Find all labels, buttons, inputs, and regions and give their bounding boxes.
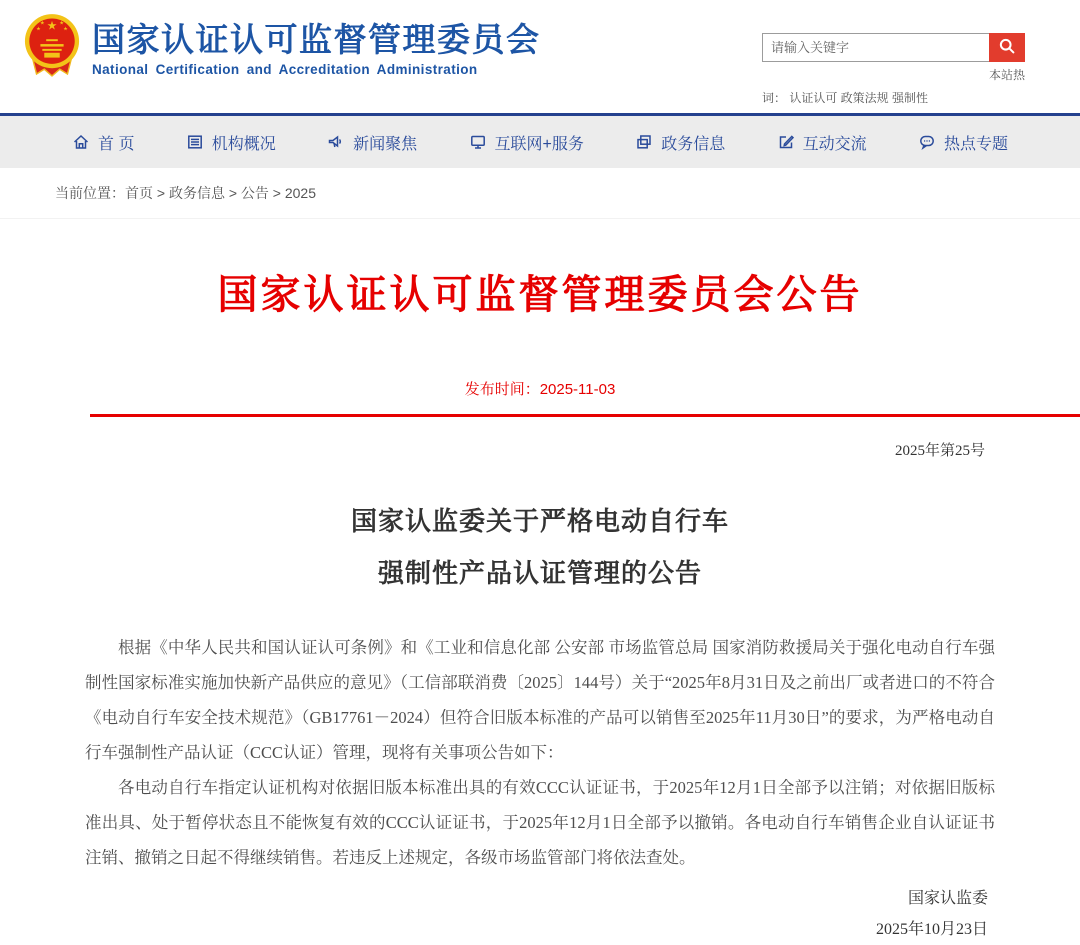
nav-item-interaction[interactable] [777, 131, 867, 154]
article-body [85, 630, 995, 875]
monitor-icon [469, 133, 487, 151]
breadcrumb-path[interactable]: 首页 > 政务信息 > 公告 > 2025 [125, 185, 317, 201]
nav-label: 新闻聚焦 [353, 135, 418, 153]
hot-words-line2[interactable]: 词： 认证认可 政策法规 强制性 [762, 91, 929, 105]
paragraph: 各电动自行车指定认证机构对依据旧版本标准出具的有效CCC认证证书，于2025年12月1日全部予以注销；对依据旧版标准出具、处于暂停状态且不能恢复有效的CCC认证证书，于2025年12月1日全部予以撤销。各电动自行车销售企业自认证证书注销、撤销之日起不得继续销售。若违反上述规定，各级市场监管部门将依法查处。 [85, 778, 995, 867]
announcement-masthead: 国家认证认可监督管理委员会公告 [217, 272, 863, 317]
chat-icon [918, 133, 936, 151]
breadcrumb [0, 168, 1080, 219]
signature-block [0, 883, 988, 945]
nav-label: 机构概况 [211, 135, 276, 153]
megaphone-icon [327, 133, 345, 151]
national-emblem-logo[interactable] [23, 12, 81, 80]
signature-issuer: 国家认监委 [907, 890, 988, 907]
edit-icon [777, 133, 795, 151]
nav-label: 首 页 [98, 135, 135, 153]
site-header [0, 0, 1080, 113]
publish-time: 发布时间：2025-11-03 [464, 381, 616, 398]
nav-item-internet-services[interactable] [469, 131, 584, 154]
hot-words-line1: 本站热 [988, 68, 1025, 82]
paragraph: 根据《中华人民共和国认证认可条例》和《工业和信息化部 公安部 市场监管总局 国家消防救援局关于强化电动自行车强制性国家标准实施加快新产品供应的意见》（工信部联消费〔2025〕144号）关于“2025年8月31日及之前出厂或者进口的不符合《电动自行车安全技术规范》（GB17761－2024）但符合旧版本标准的产品可以销售至2025年11月30日”的要求，为严格电动自行车强制性产品认证（CCC认证）管理，现将有关事项公告如下： [85, 638, 995, 762]
main-nav [0, 116, 1080, 168]
nav-label: 互动交流 [802, 135, 867, 153]
article [0, 263, 1080, 945]
search-button[interactable] [989, 33, 1025, 62]
search-input[interactable] [762, 33, 989, 62]
site-title-en: National Certification and Accreditation Administration [92, 62, 478, 77]
site-title-cn: 国家认证认可监督管理委员会 [92, 21, 541, 58]
home-icon [72, 133, 90, 151]
copy-icon [635, 133, 653, 151]
search-zone [762, 33, 1025, 106]
nav-item-gov-info[interactable] [635, 131, 725, 154]
document-icon [186, 133, 204, 151]
red-rule-divider [90, 414, 1080, 417]
nav-item-about[interactable] [186, 131, 276, 154]
breadcrumb-label: 当前位置： [55, 185, 125, 201]
nav-item-home[interactable] [72, 131, 134, 154]
magnifier-icon [998, 37, 1017, 59]
nav-label: 互联网+服务 [494, 135, 584, 153]
signature-date: 2025年10月23日 [875, 921, 988, 938]
article-title-line2: 强制性产品认证管理的公告 [377, 559, 702, 588]
nav-label: 政务信息 [661, 135, 726, 153]
article-title [0, 496, 1080, 600]
article-title-line1: 国家认监委关于严格电动自行车 [350, 507, 729, 536]
nav-item-hot-topics[interactable] [918, 131, 1008, 154]
nav-item-news[interactable] [327, 131, 417, 154]
site-brand [92, 21, 541, 77]
nav-label: 热点专题 [943, 135, 1008, 153]
document-number: 2025年第25号 [894, 443, 985, 459]
